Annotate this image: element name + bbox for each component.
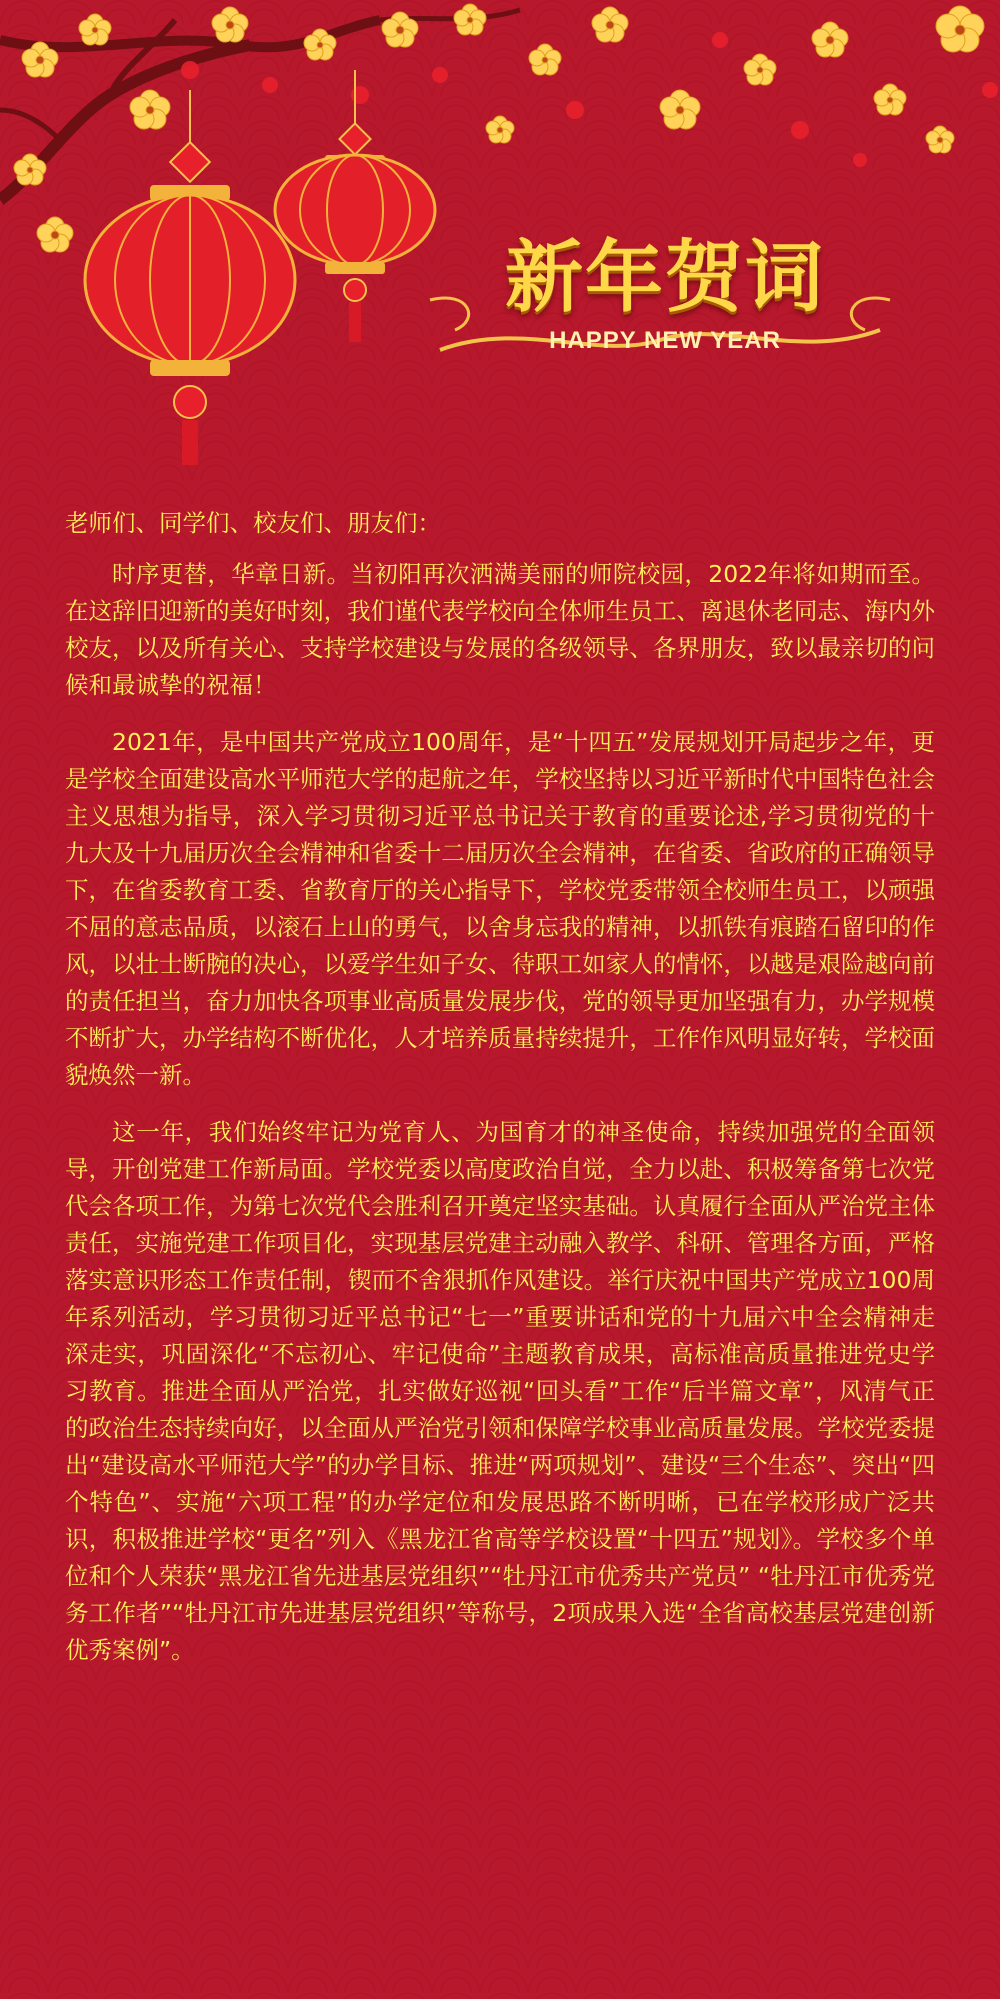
paragraph: 时序更替，华章日新。当初阳再次洒满美丽的师院校园，2022年将如期而至。在这辞旧迎新的美好时刻，我们谨代表学校向全体师生员工、离退休老同志、海内外校友，以及所有关心、支持学校建设与发展的各级领导、各界朋友，致以最亲切的问候和最诚挚的祝福！ — [65, 560, 935, 699]
page-title: 新年贺词 — [504, 232, 825, 323]
page-subtitle: HAPPY NEW YEAR — [549, 327, 781, 354]
greeting-line: 老师们、同学们、校友们、朋友们： — [65, 509, 441, 537]
paragraph: 这一年，我们始终牢记为党育人、为国育才的神圣使命，持续加强党的全面领导，开创党建工作新局面。学校党委以高度政治自觉，全力以赴、积极筹备第七次党代会各项工作，为第七次党代会胜利召开奠定坚实基础。认真履行全面从严治党主体责任，实施党建工作项目化，实现基层党建主动融入教学、科研、管理各方面，严格落实意识形态工作责任制，锲而不舍狠抓作风建设。举行庆祝中国共产党成立100周年系列活动，学习贯彻习近平总书记“七一”重要讲话和党的十九届六中全会精神走深走实，巩固深化“不忘初心、牢记使命”主题教育成果，高标准高质量推进党史学习教育。推进全面从严治党，扎实做好巡视“回头看”工作“后半篇文章”，风清气正的政治生态持续向好，以全面从严治党引领和保障学校事业高质量发展。学校党委提出“建设高水平师范大学”的办学目标、推进“两项规划”、建设“三个生态”、突出“四个特色”、实施“六项工程”的办学定位和发展思路不断明晰，已在学校形成广泛共识，积极推进学校“更名”列入《黑龙江省高等学校设置“十四五”规划》。学校多个单位和个人荣获“黑龙江省先进基层党组织”“牡丹江市优秀共产党员” “牡丹江市优秀党务工作者”“牡丹江市先进基层党组织”等称号，2项成果入选“全省高校基层党建创新优秀案例”。 — [65, 1118, 935, 1664]
paragraph: 2021年，是中国共产党成立100周年，是“十四五”发展规划开局起步之年，更是学校全面建设高水平师范大学的起航之年，学校坚持以习近平新时代中国特色社会主义思想为指导，深入学习贯彻习近平总书记关于教育的重要论述,学习贯彻党的十九大及十九届历次全会精神和省委十二届历次全会精神，在省委、省政府的正确领导下，在省委教育工委、省教育厅的关心指导下，学校党委带领全校师生员工，以顽强不屈的意志品质，以滚石上山的勇气，以舍身忘我的精神，以抓铁有痕踏石留印的作风，以壮士断腕的决心，以爱学生如子女、待职工如家人的情怀，以越是艰险越向前的责任担当，奋力加快各项事业高质量发展步伐，党的领导更加坚强有力，办学规模不断扩大，办学结构不断优化，人才培养质量持续提升，工作作风明显好转，学校面貌焕然一新。 — [65, 728, 935, 1089]
branch-icon — [0, 10, 520, 200]
letter-body — [65, 505, 935, 1689]
lantern-icon — [85, 90, 295, 465]
title-banner — [430, 215, 900, 375]
lantern-icon — [275, 70, 435, 342]
